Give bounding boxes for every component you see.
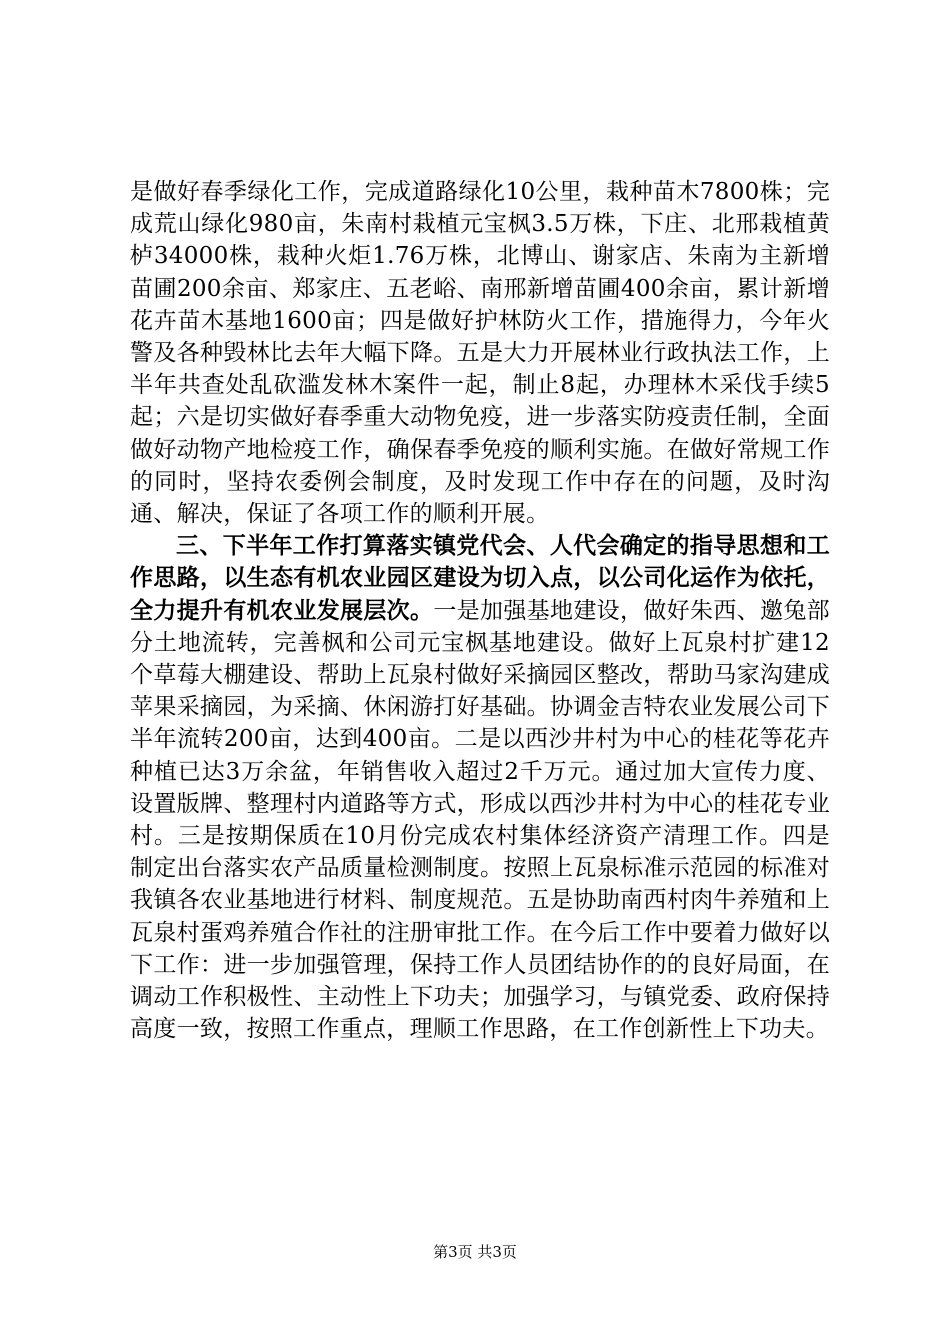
section-body-second-half: 一是加强基地建设，做好朱西、邀兔部分土地流转，完善枫和公司元宝枫基地建设。做好上瓦泉村扩建12个草莓大棚建设、帮助上瓦泉村做好采摘园区整改，帮助马家沟建成苹果采摘园，为采摘、休闲游打好基础。协调金吉特农业发展公司下半年流转200亩，达到400亩。二是以西沙井村为中心的桂花等花卉种植已达3万余盆，年销售收入超过2千万元。通过加大宣传力度、设置版牌、整理村内道路等方式，形成以西沙井村为中心的桂花专业村。三是按期保质在10月份完成农村集体经济资产清理工作。四是制定出台落实农产品质量检测制度。按照上瓦泉标准示范园的标准对我镇各农业基地进行材料、制度规范。五是协助南西村肉牛养殖和上瓦泉村蛋鸡养殖合作社的注册审批工作。在今后工作中要着力做好以下工作：进一步加强管理，保持工作人员团结协作的的良好局面，在调动工作积极性、主动性上下功夫；加强学习，与镇党委、政府保持高度一致，按照工作重点，理顺工作思路，在工作创新性上下功夫。 bbox=[130, 597, 830, 1043]
document-body bbox=[130, 176, 830, 1045]
page-footer: 第3页 共3页 bbox=[433, 1243, 517, 1261]
paragraph-forestry-work: 是做好春季绿化工作，完成道路绿化10公里，栽种苗木7800株；完成荒山绿化980亩，朱南村栽植元宝枫3.5万株，下庄、北邢栽植黄栌34000株，栽种火炬1.76万株，北博山、谢家店、朱南为主新增苗圃200余亩、郑家庄、五老峪、南邢新增苗圃400余亩，累计新增花卉苗木基地1600亩；四是做好护林防火工作，措施得力，今年火警及各种毁林比去年大幅下降。五是大力开展林业行政执法工作，上半年共查处乱砍滥发林木案件一起，制止8起，办理林木采伐手续5起；六是切实做好春季重大动物免疫，进一步落实防疫责任制，全面做好动物产地检疫工作，确保春季免疫的顺利实施。在做好常规工作的同时，坚持农委例会制度，及时发现工作中存在的问题，及时沟通、解决，保证了各项工作的顺利开展。 bbox=[130, 179, 830, 528]
section-heading-second-half: 三、下半年工作打算落实镇党代会、人代会确定的指导思想和工作思路，以生态有机农业园区建设为切入点，以公司化运作为依托，全力提升有机农业发展层次。 bbox=[130, 532, 830, 624]
paragraph-second-half-plan bbox=[130, 530, 830, 1045]
